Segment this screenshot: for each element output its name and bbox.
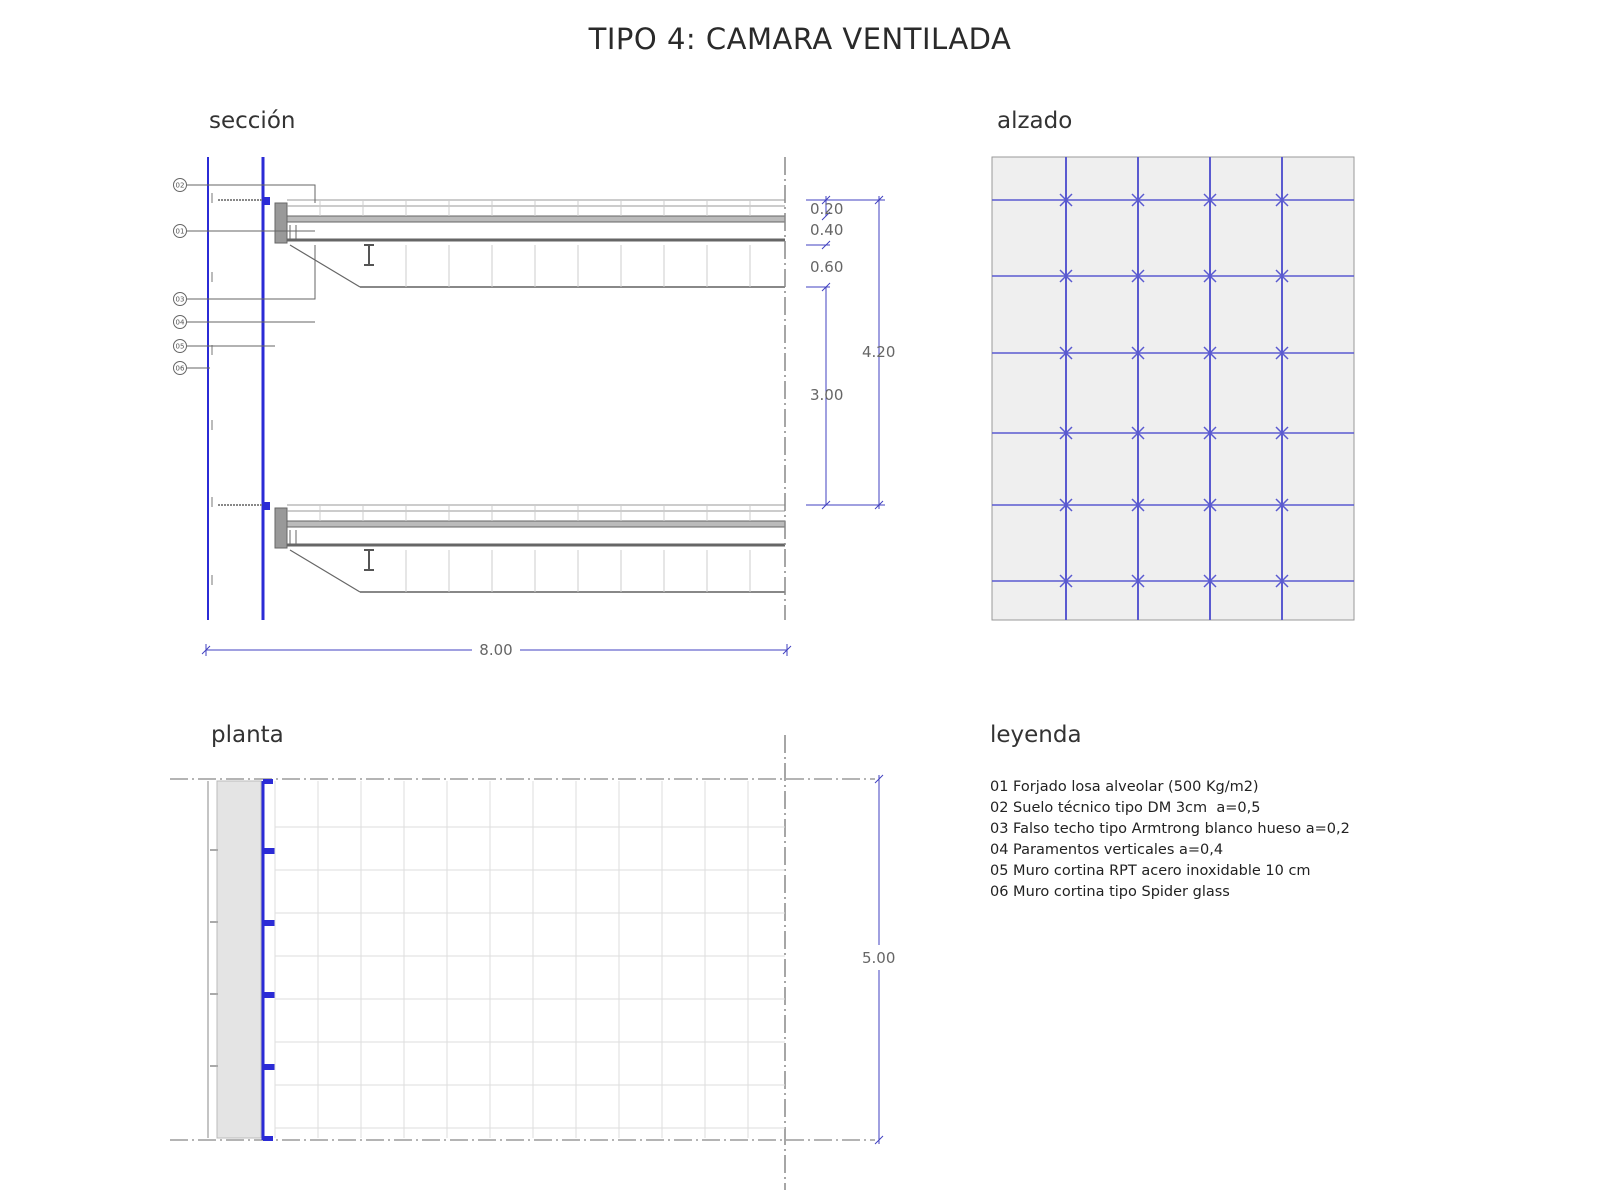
elevation-drawing	[992, 157, 1354, 620]
drawing-title: TIPO 4: CAMARA VENTILADA	[588, 22, 1012, 56]
tag-label: 06	[175, 364, 185, 373]
dim-label: 8.00	[479, 641, 513, 659]
tag-label: 04	[175, 318, 185, 327]
anchor	[262, 197, 270, 205]
tag-label: 02	[175, 181, 185, 190]
legend-list	[990, 777, 1350, 903]
slab-upper	[275, 200, 785, 287]
legend-label: leyenda	[990, 722, 1082, 748]
legend-item: 04 Paramentos verticales a=0,4	[990, 842, 1224, 858]
legend-item: 03 Falso techo tipo Armtrong blanco hueso a=0,2	[990, 821, 1350, 837]
section-tags	[174, 179, 187, 375]
plan-floor-grid	[275, 781, 785, 1138]
slab-lower	[275, 505, 785, 592]
plan-label: planta	[211, 722, 284, 748]
dim-label: 0.40	[810, 221, 844, 239]
legend-item: 02 Suelo técnico tipo DM 3cm a=0,5	[990, 800, 1261, 816]
section-label: sección	[209, 108, 296, 134]
plan-anchors	[263, 779, 275, 1141]
tag-label: 01	[175, 227, 185, 236]
section-drawing	[174, 157, 896, 659]
dim-label: 4.20	[862, 343, 896, 361]
legend-item: 06 Muro cortina tipo Spider glass	[990, 884, 1230, 900]
anchor	[262, 502, 270, 510]
dim-label: 3.00	[810, 386, 844, 404]
tag-leaders	[187, 185, 315, 368]
glass-field	[992, 157, 1354, 620]
dim-label: 5.00	[862, 949, 896, 967]
floor-grid-ticks	[320, 200, 750, 592]
legend-item: 01 Forjado losa alveolar (500 Kg/m2)	[990, 779, 1259, 795]
dim-label: 0.60	[810, 258, 844, 276]
ventilated-chamber	[217, 781, 261, 1138]
plan-drawing	[170, 735, 895, 1190]
tag-label: 03	[175, 295, 185, 304]
dim-label: 0.20	[810, 200, 844, 218]
tag-label: 05	[175, 342, 185, 351]
elevation-label: alzado	[997, 108, 1073, 134]
legend-item: 05 Muro cortina RPT acero inoxidable 10 cm	[990, 863, 1311, 879]
